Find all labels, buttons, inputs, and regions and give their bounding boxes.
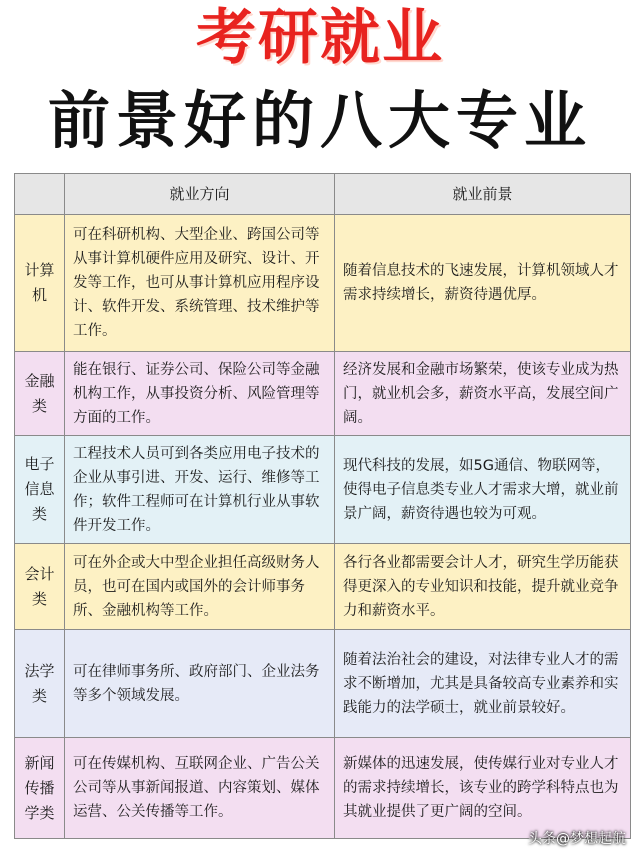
table-row [15, 738, 631, 839]
majors-table [14, 173, 631, 839]
prospect-cell: 随着法治社会的建设，对法律专业人才的需求不断增加，尤其是具备较高专业素养和实践能力的法学硕士，就业前景较好。 [335, 630, 631, 738]
major-name: 法学类 [15, 630, 65, 738]
header-direction: 就业方向 [65, 174, 335, 215]
table-header-row [15, 174, 631, 215]
major-name: 会计类 [15, 544, 65, 630]
prospect-cell: 经济发展和金融市场繁荣，使该专业成为热门，就业机会多，薪资水平高，发展空间广阔。 [335, 352, 631, 436]
direction-cell: 可在律师事务所、政府部门、企业法务等多个领域发展。 [65, 630, 335, 738]
header-prospect: 就业前景 [335, 174, 631, 215]
direction-cell: 能在银行、证券公司、保险公司等金融机构工作，从事投资分析、风险管理等方面的工作。 [65, 352, 335, 436]
major-name: 计算机 [15, 215, 65, 352]
table-row [15, 352, 631, 436]
table-row [15, 544, 631, 630]
direction-cell: 可在传媒机构、互联网企业、广告公关公司等从事新闻报道、内容策划、媒体运营、公关传播等工作。 [65, 738, 335, 839]
table-row [15, 630, 631, 738]
prospect-cell: 现代科技的发展，如5G通信、物联网等，使得电子信息类专业人才需求大增，就业前景广阔，薪资待遇也较为可观。 [335, 436, 631, 544]
major-name: 新闻传播学类 [15, 738, 65, 839]
major-name: 金融类 [15, 352, 65, 436]
table-row [15, 436, 631, 544]
page-subtitle: 前景好的八大专业 [47, 84, 592, 157]
major-name: 电子信息类 [15, 436, 65, 544]
table-row [15, 215, 631, 352]
page-title: 考研就业 [196, 3, 444, 73]
direction-cell: 可在科研机构、大型企业、跨国公司等从事计算机硬件应用及研究、设计、开发等工作，也可从事计算机应用程序设计、软件开发、系统管理、技术维护等工作。 [65, 215, 335, 352]
prospect-cell: 随着信息技术的飞速发展，计算机领域人才需求持续增长，薪资待遇优厚。 [335, 215, 631, 352]
direction-cell: 工程技术人员可到各类应用电子技术的企业从事引进、开发、运行、维修等工作；软件工程师可在计算机行业从事软件开发工作。 [65, 436, 335, 544]
watermark: 头条@梦想起航 [528, 831, 626, 847]
direction-cell: 可在外企或大中型企业担任高级财务人员，也可在国内或国外的会计师事务所、金融机构等工作。 [65, 544, 335, 630]
header-corner-cell [15, 174, 65, 215]
prospect-cell: 新媒体的迅速发展，使传媒行业对专业人才的需求持续增长，该专业的跨学科特点也为其就业提供了更广阔的空间。 [335, 738, 631, 839]
prospect-cell: 各行各业都需要会计人才，研究生学历能获得更深入的专业知识和技能，提升就业竞争力和薪资水平。 [335, 544, 631, 630]
